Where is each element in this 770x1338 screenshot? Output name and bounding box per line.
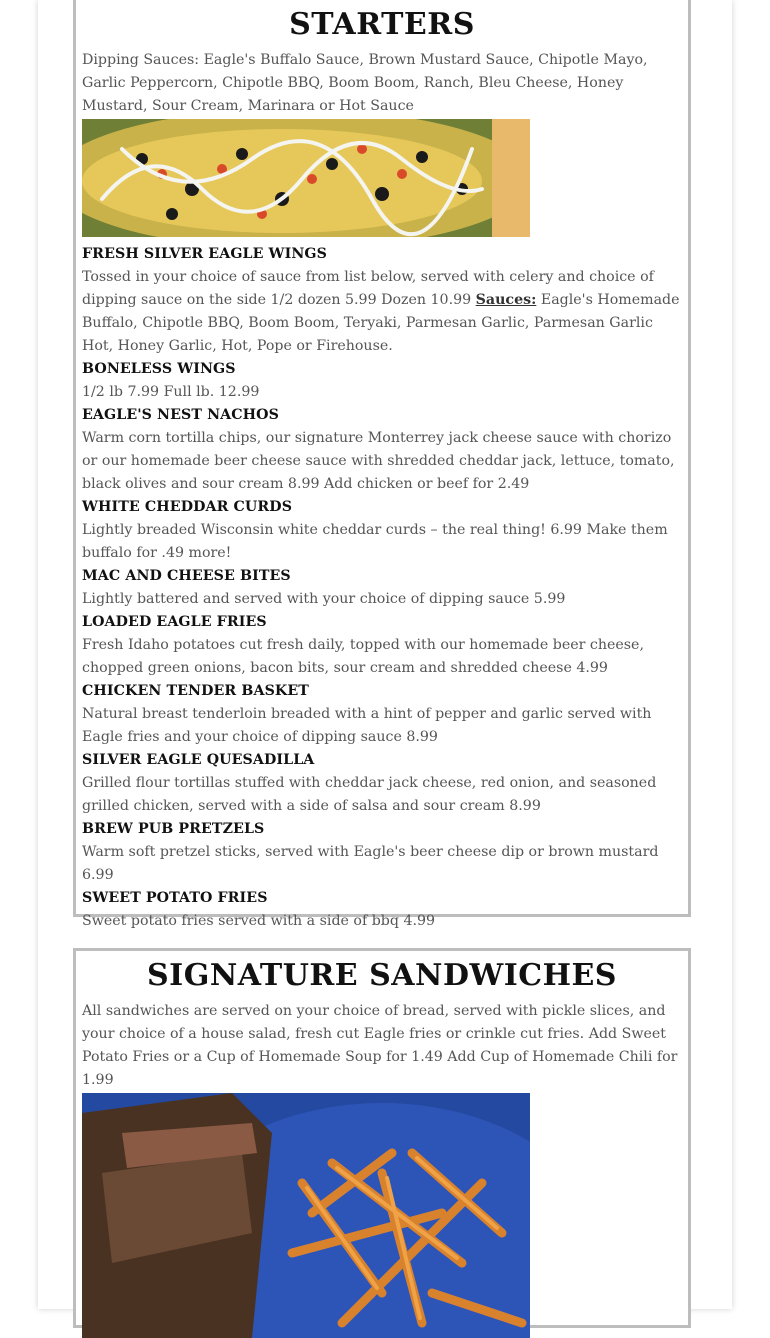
menu-item xyxy=(82,565,682,611)
item-name: FRESH SILVER EAGLE WINGS xyxy=(82,246,327,262)
item-description: Natural breast tenderloin breaded with a hint of pepper and garlic served with Eagle fries and your choice of dipping sauce 8.99 xyxy=(82,706,652,745)
sauces-link[interactable]: Sauces: xyxy=(475,292,537,308)
nachos-illustration xyxy=(82,119,530,237)
item-name: EAGLE'S NEST NACHOS xyxy=(82,407,279,423)
sandwiches-intro: All sandwiches are served on your choice of bread, served with pickle slices, and your choice of a house salad, fresh cut Eagle fries or crinkle cut fries. Add Sweet Potato Fries or a Cup of Homemade Soup for 1.49 Add Cup of Homemade Chili for 1.99 xyxy=(82,1003,678,1088)
section-title: STARTERS xyxy=(289,7,475,42)
item-description: Lightly battered and served with your choice of dipping sauce 5.99 xyxy=(82,591,566,607)
section-title: SIGNATURE SANDWICHES xyxy=(147,958,617,993)
menu-item xyxy=(82,404,682,496)
menu-item xyxy=(82,887,682,933)
item-name: BONELESS WINGS xyxy=(82,361,236,377)
item-name: WHITE CHEDDAR CURDS xyxy=(82,499,293,515)
item-name: LOADED EAGLE FRIES xyxy=(82,614,267,630)
item-name: BREW PUB PRETZELS xyxy=(82,821,265,837)
item-name: CHICKEN TENDER BASKET xyxy=(82,683,309,699)
item-description: Sweet potato fries served with a side of bbq 4.99 xyxy=(82,913,436,929)
dipping-sauces-intro: Dipping Sauces: Eagle's Buffalo Sauce, Brown Mustard Sauce, Chipotle Mayo, Garlic Peppercorn, Chipotle BBQ, Boom Boom, Ranch, Bleu Cheese, Honey Mustard, Sour Cream, Marinara or Hot Sauce xyxy=(82,52,648,114)
item-name: MAC AND CHEESE BITES xyxy=(82,568,291,584)
sandwiches-section xyxy=(73,948,691,1328)
menu-item xyxy=(82,818,682,887)
item-description: Fresh Idaho potatoes cut fresh daily, topped with our homemade beer cheese, chopped green onions, bacon bits, sour cream and shredded cheese 4.99 xyxy=(82,637,644,676)
item-description: 1/2 lb 7.99 Full lb. 12.99 xyxy=(82,384,260,400)
item-description-text: Tossed in your choice of sauce from list below, served with celery and choice of dipping sauce on the side 1/2 dozen 5.99 Dozen 10.99 xyxy=(82,269,654,308)
item-description: Warm soft pretzel sticks, served with Eagle's beer cheese dip or brown mustard 6.99 xyxy=(82,844,659,883)
item-description: Grilled flour tortillas stuffed with cheddar jack cheese, red onion, and seasoned grilled chicken, served with a side of salsa and sour cream 8.99 xyxy=(82,775,657,814)
item-description: Lightly breaded Wisconsin white cheddar curds – the real thing! 6.99 Make them buffalo for .49 more! xyxy=(82,522,668,561)
menu-item xyxy=(82,749,682,818)
menu-item xyxy=(82,243,682,358)
sandwich-photo xyxy=(82,1093,530,1338)
menu-item xyxy=(82,611,682,680)
starters-section xyxy=(73,0,691,929)
menu-item xyxy=(82,496,682,565)
item-name: SILVER EAGLE QUESADILLA xyxy=(82,752,315,768)
menu-page xyxy=(38,0,732,1309)
item-description xyxy=(82,266,682,358)
menu-item xyxy=(82,680,682,749)
item-description-text: Eagle's Homemade Buffalo, Chipotle BBQ, Boom Boom, Teryaki, Parmesan Garlic, Parmesan Garlic Hot, Honey Garlic, Hot, Pope or Firehouse. xyxy=(82,292,680,354)
menu-item xyxy=(82,358,682,404)
item-name: SWEET POTATO FRIES xyxy=(82,890,268,906)
nachos-photo xyxy=(82,119,530,237)
item-description: Warm corn tortilla chips, our signature Monterrey jack cheese sauce with chorizo or our homemade beer cheese sauce with shredded cheddar jack, lettuce, tomato, black olives and sour cream 8.99 Add chicken or beef for 2.49 xyxy=(82,430,675,492)
sandwich-illustration xyxy=(82,1093,530,1338)
